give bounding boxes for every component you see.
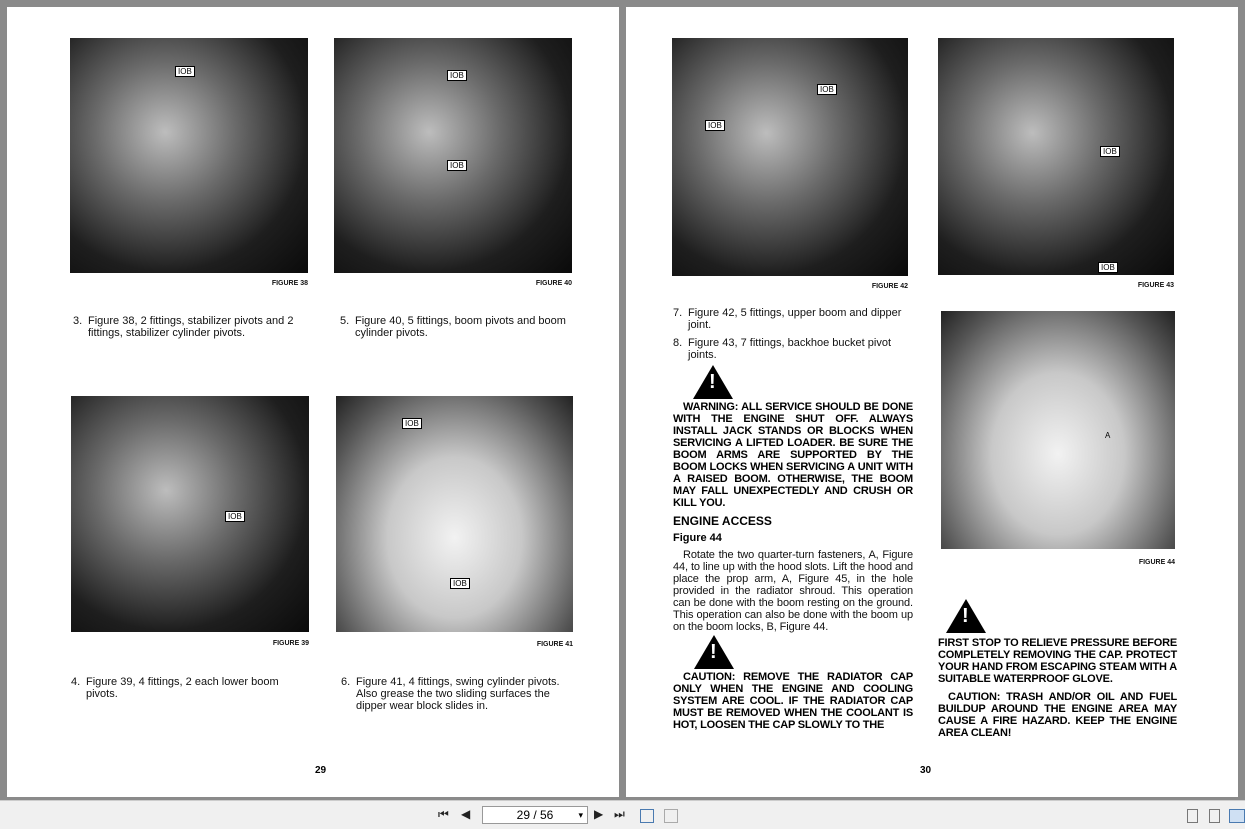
body-text: Rotate the two quarter-turn fasteners, A, Figure 44, to line up with the hood slots. Lift the hood and place the prop arm, A, Figure 45, in the hole provided in the radiator shroud. This operation can be done with the boom resting on the ground. This operation can also be done with the boom up on the boom locks, B, Figure 44. (673, 549, 913, 633)
figure-caption: FIGURE 44 (1138, 559, 1175, 566)
warning-icon (693, 365, 733, 399)
page-number-select[interactable] (482, 806, 588, 824)
photo-tag: IOB (817, 84, 837, 95)
page-number-value: 29 / 56 (516, 808, 554, 822)
right-page (626, 7, 1238, 797)
figure-caption: FIGURE 42 (871, 283, 908, 290)
figure-caption: FIGURE 41 (536, 641, 573, 648)
photo-tag: IOB (450, 578, 470, 589)
page-number: 29 (315, 765, 327, 776)
photo-tag: IOB (447, 160, 467, 171)
photo-tag: IOB (705, 120, 725, 131)
section-heading: ENGINE ACCESS (673, 514, 772, 528)
photo-tag: IOB (1100, 146, 1120, 157)
figure-caption: FIGURE 39 (272, 640, 309, 647)
chevron-down-icon: ▾ (578, 810, 583, 820)
caution-text-continued: FIRST STOP TO RELIEVE PRESSURE BEFORE COMPLETELY REMOVING THE CAP. PROTECT YOUR HAND FROM ESCAPING STEAM WITH A SUITABLE WATERPROOF GLOVE. (938, 637, 1177, 685)
list-item: 5. Figure 40, 5 fittings, boom pivots and boom cylinder pivots. (340, 315, 566, 339)
viewer-toolbar (0, 800, 1245, 829)
sub-heading: Figure 44 (673, 532, 722, 544)
photo-tag: A (1105, 431, 1111, 440)
figure-38-photo (70, 38, 308, 273)
photo-tag: IOB (447, 70, 467, 81)
photo-tag: IOB (175, 66, 195, 77)
figure-44-photo (941, 311, 1175, 549)
list-item: 7. Figure 42, 5 fittings, upper boom and dipper joint. (673, 307, 902, 331)
right-text-column (938, 599, 1177, 739)
caution-text: CAUTION: TRASH AND/OR OIL AND FUEL BUILDUP AROUND THE ENGINE AREA MAY CAUSE A FIRE HAZARD. KEEP THE ENGINE AREA CLEAN! (938, 691, 1177, 739)
fit-page-icon[interactable] (640, 809, 654, 823)
left-text-column (673, 307, 913, 731)
caution-icon (946, 599, 986, 633)
figure-caption: FIGURE 38 (271, 280, 308, 287)
figure-caption: FIGURE 43 (1137, 282, 1174, 289)
figure-40-photo (334, 38, 572, 273)
figure-39-photo (71, 396, 309, 632)
last-page-button[interactable]: ⏭ (614, 807, 625, 821)
warning-text: WARNING: ALL SERVICE SHOULD BE DONE WITH THE ENGINE SHUT OFF. ALWAYS INSTALL JACK STANDS OR BLOCKS WHEN SERVICING A LIFTED LOADER. BE SURE THE BOOM ARMS ARE SUPPORTED BY THE BOOM LOCKS WHEN SERVICING A UNIT WITH A RAISED BOOM. OTHERWISE, THE BOOM MAY FALL UNEXPECTEDLY AND CRUSH OR KILL YOU. (673, 401, 913, 509)
photo-tag: IOB (225, 511, 245, 522)
two-page-view-icon[interactable] (1229, 809, 1245, 823)
photo-tag: IOB (1098, 262, 1118, 273)
list-item: 6. Figure 41, 4 fittings, swing cylinder pivots. Also grease the two sliding surfaces the dipper wear block slides in. (341, 676, 560, 712)
photo-tag: IOB (402, 418, 422, 429)
caution-text: CAUTION: REMOVE THE RADIATOR CAP ONLY WHEN THE ENGINE AND COOLING SYSTEM ARE COOL. IF THE RADIATOR CAP MUST BE REMOVED WHEN THE COOLANT IS HOT, LOOSEN THE CAP SLOWLY TO THE (673, 671, 913, 731)
figure-41-photo (336, 396, 573, 632)
previous-page-button[interactable]: ◀ (461, 807, 471, 821)
page-number: 30 (920, 765, 932, 776)
figure-43-photo (938, 38, 1174, 275)
fit-width-icon[interactable] (664, 809, 678, 823)
list-item: 8. Figure 43, 7 fittings, backhoe bucket pivot joints. (673, 337, 892, 361)
left-page (7, 7, 619, 797)
list-item: 3. Figure 38, 2 fittings, stabilizer pivots and 2 fittings, stabilizer cylinder pivots. (73, 315, 294, 339)
caution-icon (694, 635, 734, 669)
single-page-view-icon[interactable] (1187, 809, 1198, 823)
first-page-button[interactable]: ⏮ (438, 807, 449, 821)
continuous-view-icon[interactable] (1209, 809, 1220, 823)
figure-caption: FIGURE 40 (535, 280, 572, 287)
next-page-button[interactable]: ▶ (594, 807, 604, 821)
figure-42-photo (672, 38, 908, 276)
list-item: 4. Figure 39, 4 fittings, 2 each lower boom pivots. (71, 676, 279, 700)
